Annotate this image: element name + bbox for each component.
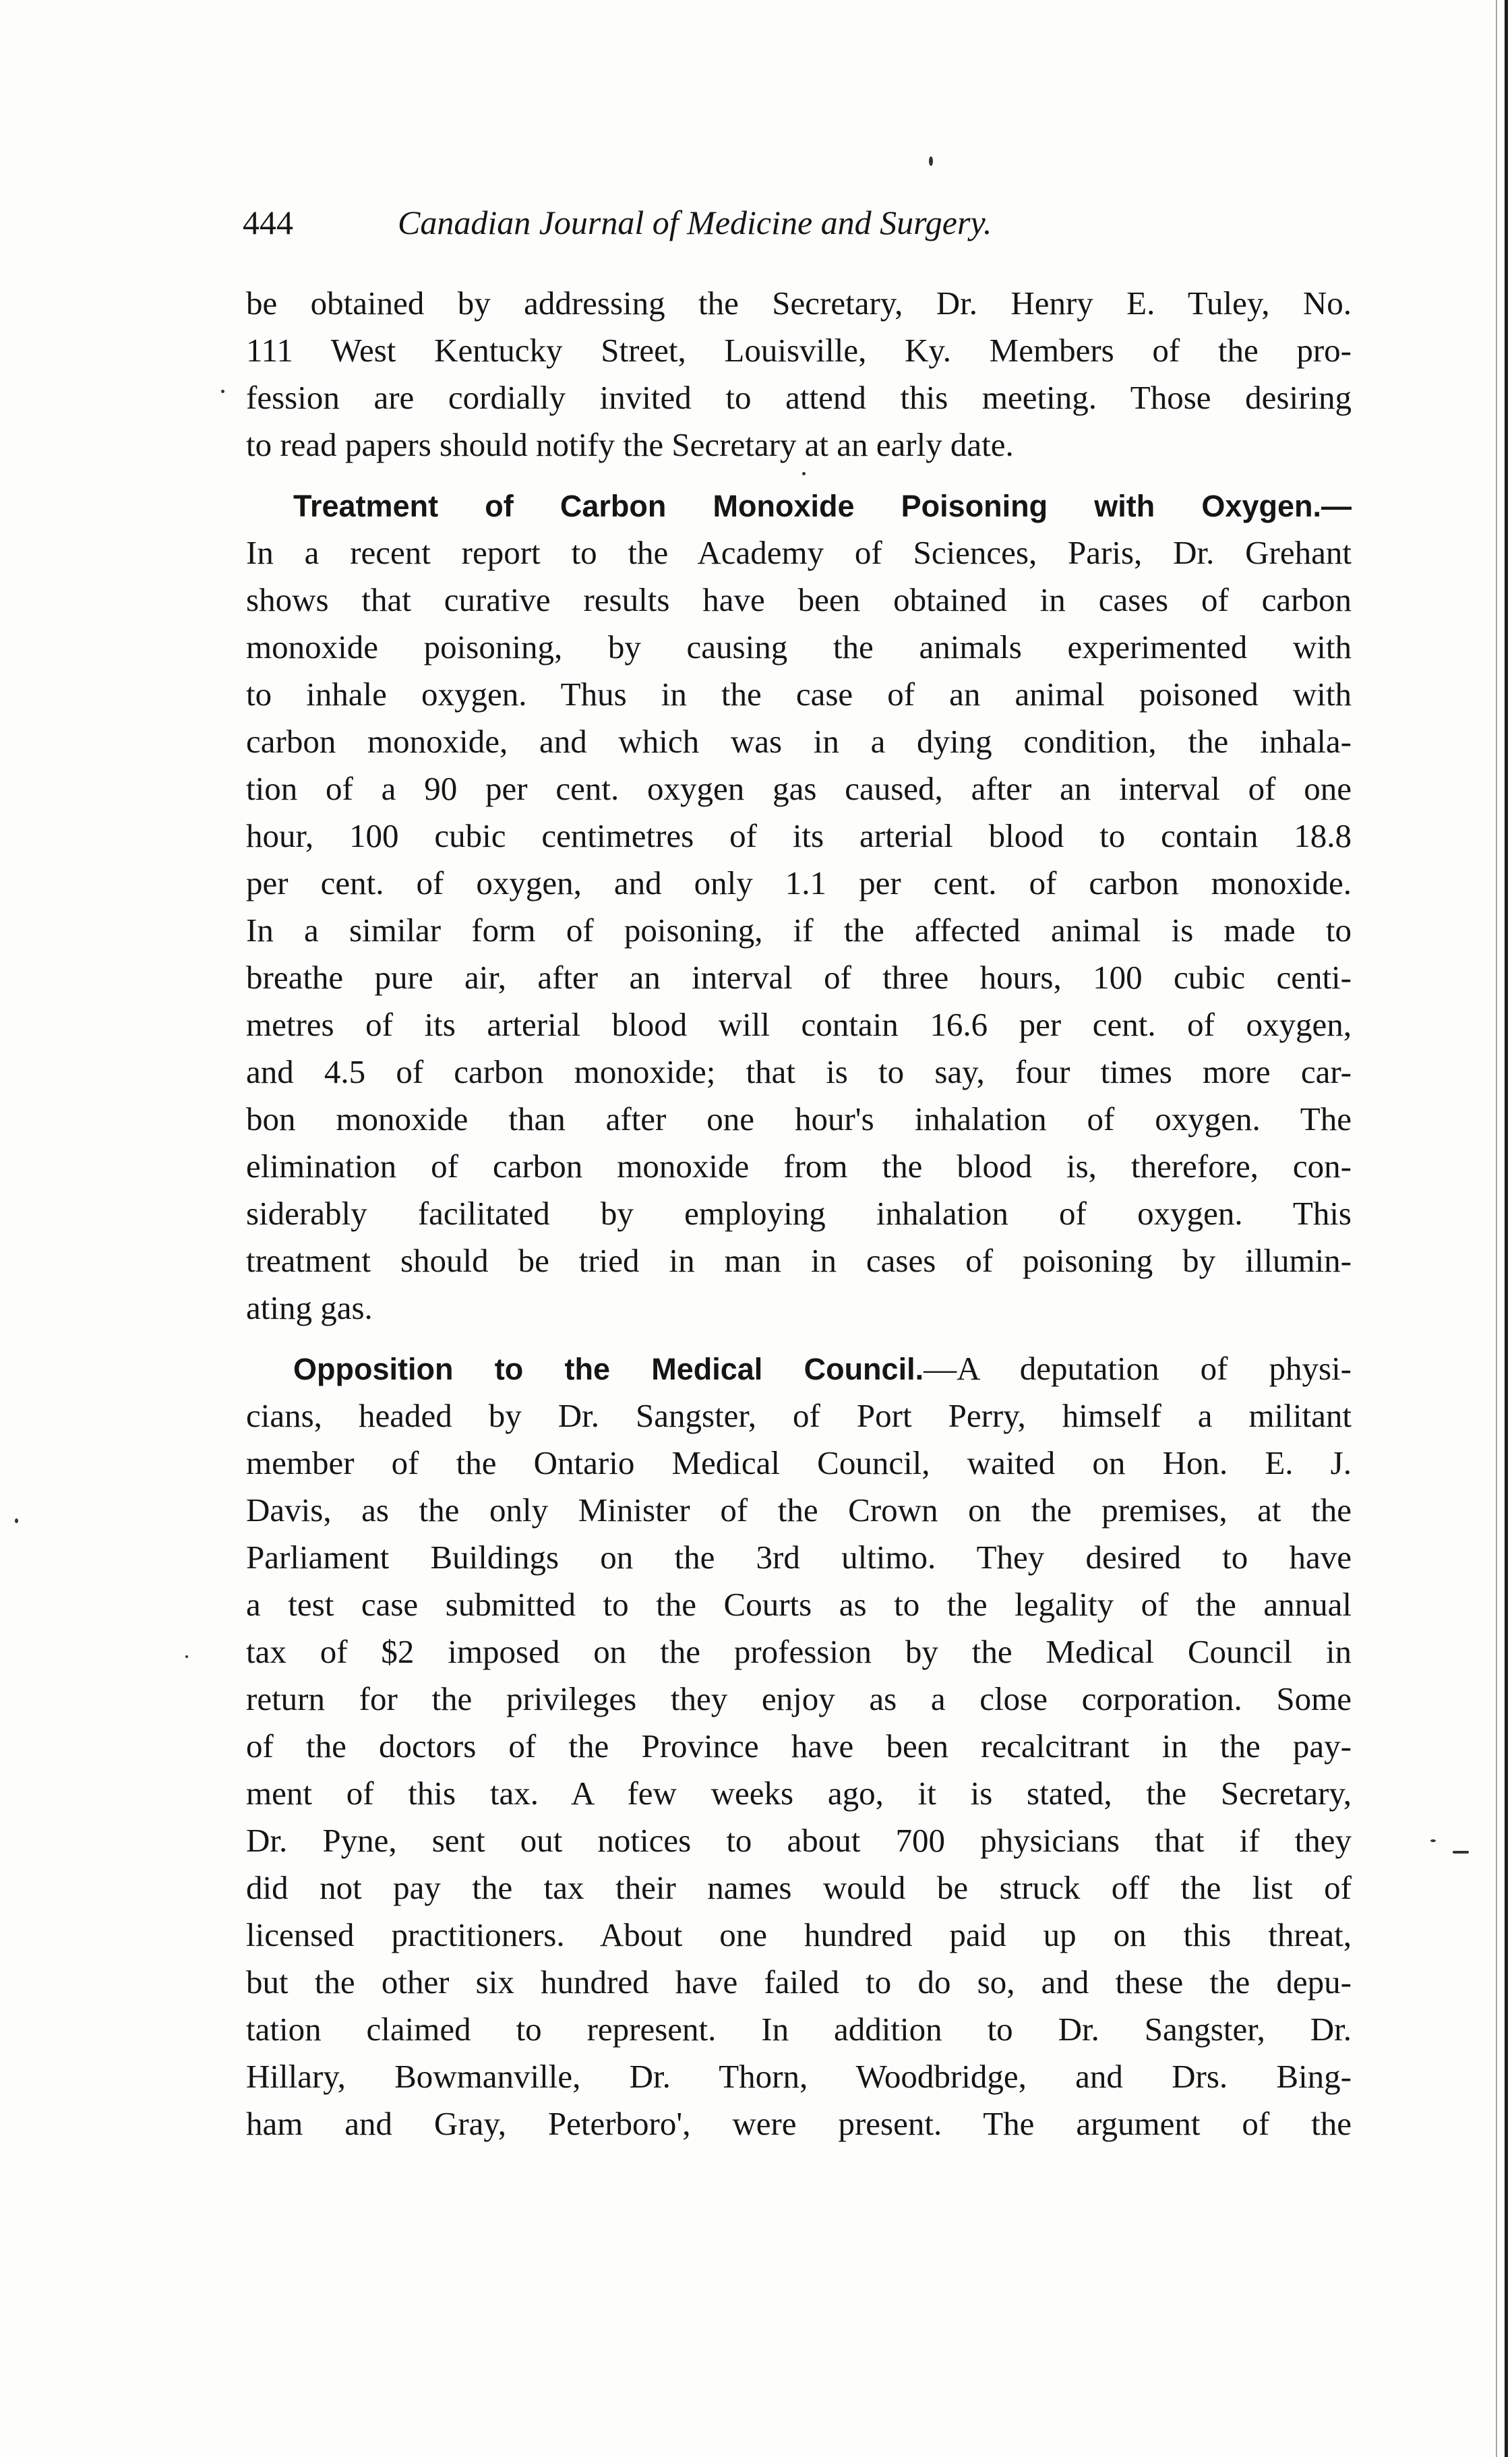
scan-speck	[1453, 1851, 1469, 1854]
text-line: metres of its arterial blood will contain 16.6 per cent. of oxygen,	[246, 1006, 1352, 1043]
text-line: did not pay the tax their names would be struck off the list of	[246, 1869, 1352, 1906]
text-line: elimination of carbon monoxide from the blood is, therefore, con-	[246, 1148, 1352, 1185]
text-line: Dr. Pyne, sent out notices to about 700 physicians that if they	[246, 1822, 1352, 1859]
text-line: fession are cordially invited to attend this meeting. Those desiring	[246, 379, 1352, 416]
text-line: but the other six hundred have failed to do so, and these the depu-	[246, 1963, 1352, 2001]
text-line: Davis, as the only Minister of the Crown on the premises, at the	[246, 1491, 1352, 1529]
text-line: ment of this tax. A few weeks ago, it is stated, the Secretary,	[246, 1775, 1352, 1812]
text-line: return for the privileges they enjoy as a close corporation. Some	[246, 1680, 1352, 1717]
text-line: and 4.5 of carbon monoxide; that is to say, four times more car-	[246, 1053, 1352, 1090]
text-line: hour, 100 cubic centimetres of its arterial blood to contain 18.8	[246, 817, 1352, 854]
text-line: breathe pure air, after an interval of three hours, 100 cubic centi-	[246, 959, 1352, 996]
section-heading: Treatment of Carbon Monoxide Poisoning with Oxygen.—	[293, 489, 1352, 523]
body-text	[246, 280, 1352, 2148]
page-binding-shadow	[1496, 0, 1497, 2457]
text-line: tax of $2 imposed on the profession by the Medical Council in	[246, 1633, 1352, 1670]
text-line: to inhale oxygen. Thus in the case of an animal poisoned with	[246, 676, 1352, 713]
text-line: carbon monoxide, and which was in a dying condition, the inhala-	[246, 723, 1352, 760]
text-line: tion of a 90 per cent. oxygen gas caused, after an interval of one	[246, 770, 1352, 807]
text-line: Hillary, Bowmanville, Dr. Thorn, Woodbridge, and Drs. Bing-	[246, 2058, 1352, 2095]
page-binding-edge	[1505, 0, 1508, 2457]
running-head	[243, 196, 1186, 249]
text-line: In a similar form of poisoning, if the affected animal is made to	[246, 912, 1352, 949]
text-line: Parliament Buildings on the 3rd ultimo. They desired to have	[246, 1539, 1352, 1576]
scan-speck	[221, 390, 224, 393]
text-line: treatment should be tried in man in cases of poisoning by illumin-	[246, 1242, 1352, 1279]
scan-speck	[1430, 1839, 1436, 1842]
text-line: licensed practitioners. About one hundred paid up on this threat,	[246, 1916, 1352, 1953]
text-line: cians, headed by Dr. Sangster, of Port Perry, himself a militant	[246, 1397, 1352, 1434]
text-line: of the doctors of the Province have been recalcitrant in the pay-	[246, 1727, 1352, 1765]
text-line: 111 West Kentucky Street, Louisville, Ky. Members of the pro-	[246, 332, 1352, 369]
journal-title: Canadian Journal of Medicine and Surgery.	[398, 204, 992, 241]
text-line: per cent. of oxygen, and only 1.1 per cent. of carbon monoxide.	[246, 864, 1352, 901]
text-line: monoxide poisoning, by causing the animals experimented with	[246, 628, 1352, 665]
text-line: a test case submitted to the Courts as to the legality of the annual	[246, 1586, 1352, 1623]
text-line: In a recent report to the Academy of Sciences, Paris, Dr. Grehant	[246, 534, 1352, 571]
text-line: member of the Ontario Medical Council, waited on Hon. E. J.	[246, 1444, 1352, 1481]
text-run: —A deputation of physi-	[924, 1350, 1352, 1387]
section-heading-line	[246, 1345, 1352, 1392]
text-line: ham and Gray, Peterboro', were present. The argument of the	[246, 2105, 1352, 2142]
scan-speck	[929, 156, 933, 166]
text-line: bon monoxide than after one hour's inhalation of oxygen. The	[246, 1100, 1352, 1137]
text-line: ating gas.	[246, 1289, 373, 1326]
text-line: siderably facilitated by employing inhalation of oxygen. This	[246, 1195, 1352, 1232]
section-heading: Opposition to the Medical Council.	[293, 1352, 924, 1386]
scan-speck	[15, 1518, 18, 1523]
text-line: shows that curative results have been obtained in cases of carbon	[246, 581, 1352, 618]
page-number: 444	[243, 204, 293, 241]
scan-speck	[185, 1655, 188, 1658]
section-heading-line	[246, 482, 1352, 529]
text-line: be obtained by addressing the Secretary, Dr. Henry E. Tuley, No.	[246, 285, 1352, 322]
text-line: to read papers should notify the Secretary at an early date.	[246, 426, 1014, 463]
text-line: tation claimed to represent. In addition to Dr. Sangster, Dr.	[246, 2011, 1352, 2048]
